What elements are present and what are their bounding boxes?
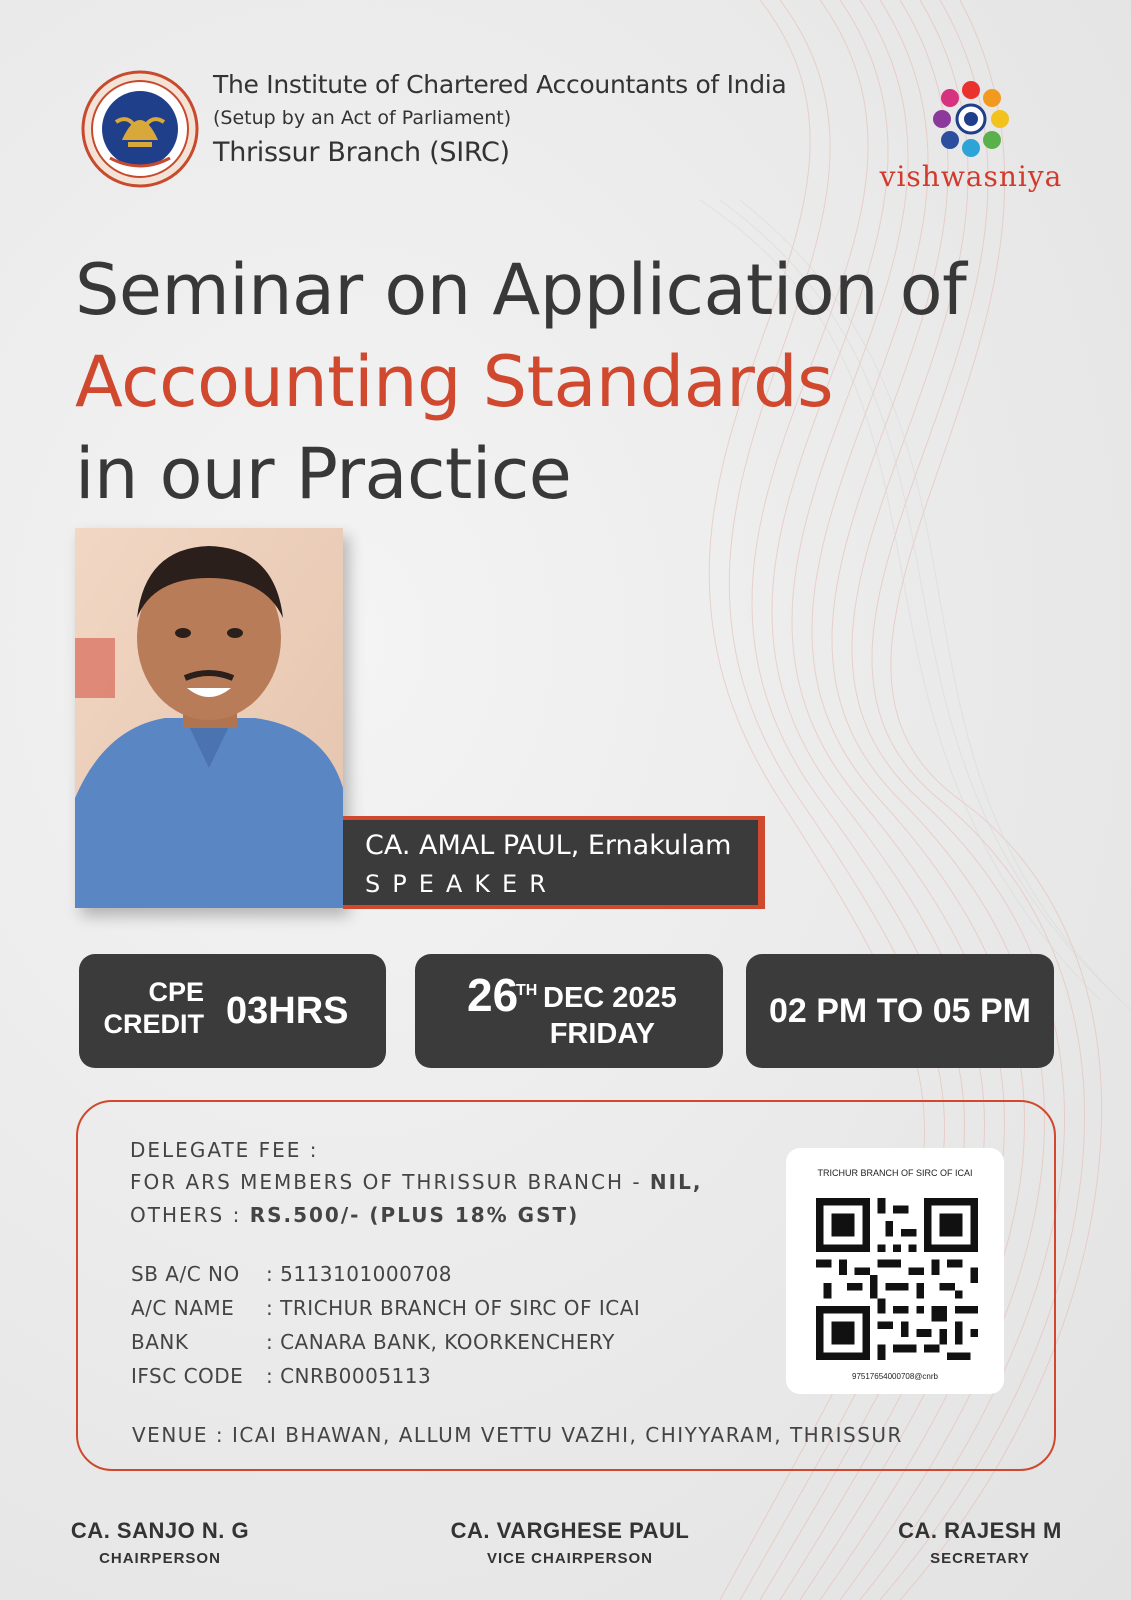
speaker-caption: [343, 816, 765, 909]
cpe-label: [104, 976, 205, 1040]
speaker-role: SPEAKER: [365, 870, 558, 898]
date-month-year: DEC 2025: [543, 982, 677, 1014]
signatory-role: SECRETARY: [930, 1550, 1030, 1567]
others-fee-text: OTHERS :: [130, 1203, 250, 1227]
date-day-number: 26: [467, 969, 519, 1021]
title-line-1: Seminar on Application of: [75, 249, 967, 331]
bank-row-label: IFSC CODE: [131, 1364, 244, 1388]
members-fee-value: NIL,: [649, 1170, 703, 1194]
signatory-name: CA. RAJESH M: [898, 1518, 1062, 1543]
signatory-role: CHAIRPERSON: [99, 1550, 221, 1567]
qr-upi-id: 97517654000708@cnrb: [852, 1372, 938, 1381]
signatory-vice-chairperson: [440, 1518, 700, 1567]
signatory-chairperson: [60, 1518, 260, 1567]
seminar-title: [75, 244, 966, 520]
vishwasniya-logo: [876, 78, 1066, 198]
date-suffix: TH: [516, 982, 538, 999]
hands-circle-icon: [926, 78, 1016, 160]
qr-code-icon[interactable]: [816, 1198, 978, 1360]
event-time: 02 PM TO 05 PM: [768, 992, 1032, 1030]
bank-row-label: A/C NAME: [131, 1296, 235, 1320]
bank-row-account-number: [131, 1262, 452, 1286]
time-pill: [746, 954, 1054, 1068]
members-fee-line: [130, 1170, 702, 1194]
fee-details-box: [76, 1100, 1056, 1471]
fee-heading: DELEGATE FEE :: [130, 1138, 319, 1162]
members-fee-text: FOR ARS MEMBERS OF THRISSUR BRANCH -: [130, 1170, 650, 1194]
date-weekday: FRIDAY: [549, 1018, 655, 1050]
bank-row-label: BANK: [131, 1330, 189, 1354]
org-subtitle: (Setup by an Act of Parliament): [213, 107, 512, 129]
speaker-portrait-image: [75, 528, 343, 908]
bank-row-bank: [131, 1330, 615, 1354]
bank-row-label: SB A/C NO: [131, 1262, 240, 1286]
title-line-3: in our Practice: [75, 433, 572, 515]
others-fee-value: RS.500/- (PLUS 18% GST): [249, 1203, 580, 1227]
bank-row-ifsc: [131, 1364, 431, 1388]
date-pill: [415, 954, 723, 1068]
speaker-name: CA. AMAL PAUL, Ernakulam: [365, 830, 732, 861]
cpe-label-line-1: CPE: [148, 977, 204, 1007]
bank-row-value: : 5113101000708: [266, 1262, 453, 1286]
org-name: The Institute of Chartered Accountants of India: [213, 70, 787, 99]
signatory-role: VICE CHAIRPERSON: [486, 1550, 654, 1567]
branch-name: Thrissur Branch (SIRC): [213, 137, 510, 168]
payment-qr-card[interactable]: [786, 1148, 1004, 1394]
speaker-photo: [75, 528, 343, 908]
brand-wordmark: vishwasniya: [879, 160, 1063, 193]
organization-heading: [213, 70, 786, 168]
cpe-hours: 03HRS: [226, 990, 349, 1032]
cpe-credit-pill: [79, 954, 386, 1068]
icai-logo: [80, 70, 200, 188]
title-line-2: Accounting Standards: [75, 341, 834, 423]
signatory-name: CA. VARGHESE PAUL: [450, 1518, 690, 1543]
qr-title: TRICHUR BRANCH OF SIRC OF ICAI: [817, 1168, 973, 1178]
bank-row-value: : TRICHUR BRANCH OF SIRC OF ICAI: [266, 1296, 641, 1320]
venue-text: VENUE : ICAI BHAWAN, ALLUM VETTU VAZHI, CHIYYARAM, THRISSUR: [132, 1423, 903, 1447]
bank-row-value: : CNRB0005113: [266, 1364, 432, 1388]
signatory-name: CA. SANJO N. G: [70, 1518, 250, 1543]
speaker-caption-panel: [343, 820, 758, 905]
others-fee-line: [130, 1203, 579, 1227]
bank-row-value: : CANARA BANK, KOORKENCHERY: [266, 1330, 615, 1354]
signatory-secretary: [880, 1518, 1080, 1567]
cpe-label-line-2: CREDIT: [103, 1009, 204, 1039]
bank-row-account-name: [131, 1296, 640, 1320]
